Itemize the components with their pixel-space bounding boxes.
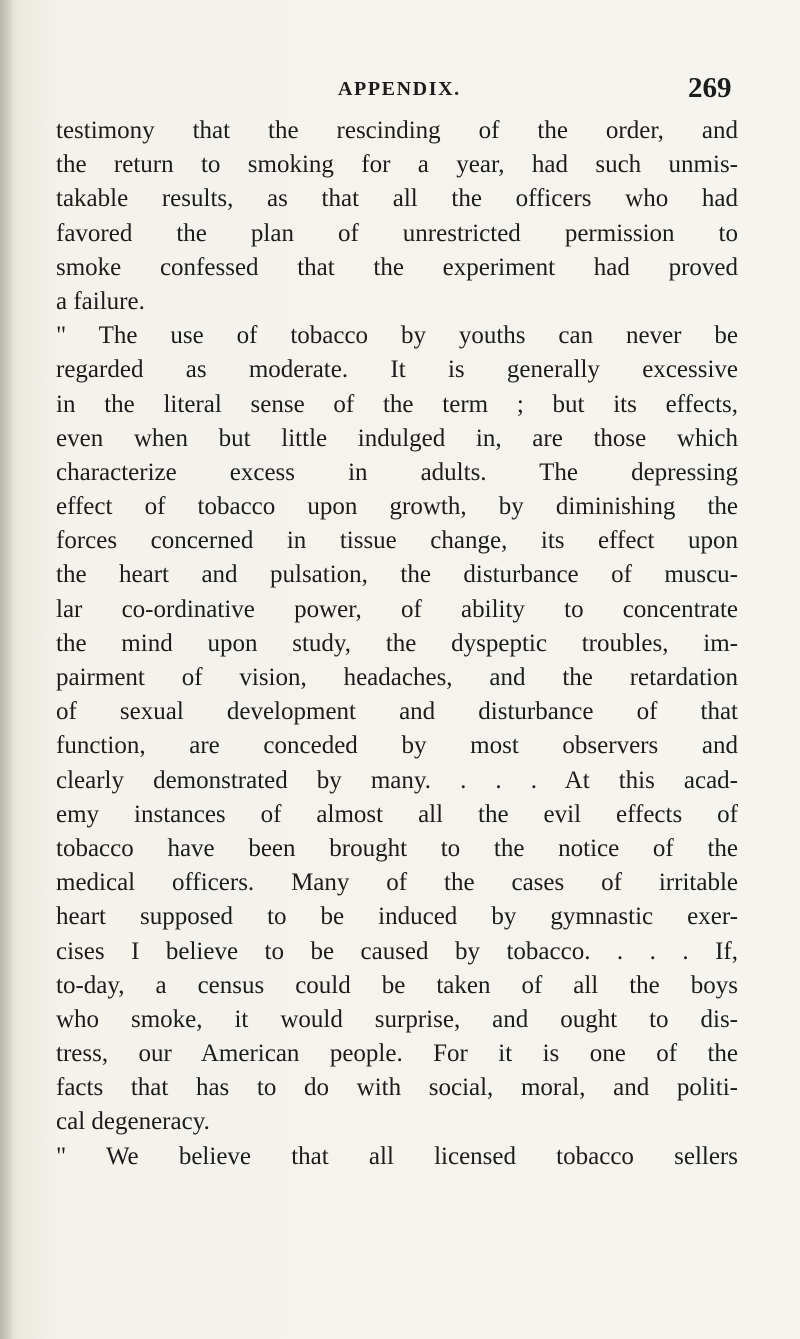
text-line: cal degeneracy. [56,1108,210,1136]
text-line: facts that has to do with social, moral, and politi- [56,1074,738,1102]
text-line: forces concerned in tissue change, its effect upon [56,527,738,555]
text-line: heart supposed to be induced by gymnastic exer- [56,903,738,931]
text-line: tress, our American people. For it is one of the [56,1040,738,1068]
text-line: " We believe that all licensed tobacco sellers [56,1142,738,1170]
text-line: in the literal sense of the term ; but its effects, [56,390,738,418]
text-line: the mind upon study, the dyspeptic troubles, im- [56,629,738,657]
running-head [0,72,800,112]
text-line: medical officers. Many of the cases of irritable [56,869,738,897]
text-line: tobacco have been brought to the notice of the [56,834,738,862]
body-text [56,114,738,1174]
text-line: clearly demonstrated by many. . . . At this acad- [56,766,738,794]
text-line: of sexual development and disturbance of that [56,698,738,726]
text-line: takable results, as that all the officers who had [56,185,738,213]
text-line: smoke confessed that the experiment had proved [56,253,738,281]
text-line: cises I believe to be caused by tobacco. . . . If, [56,937,738,965]
text-line: effect of tobacco upon growth, by diminishing the [56,493,738,521]
text-line: characterize excess in adults. The depressing [56,458,738,486]
text-line: lar co-ordinative power, of ability to concentrate [56,595,738,623]
text-line: " The use of tobacco by youths can never be [56,322,738,350]
text-line: who smoke, it would surprise, and ought to dis- [56,1005,738,1033]
text-line: a failure. [56,287,145,315]
running-head-title: APPENDIX. [338,78,461,100]
text-line: pairment of vision, headaches, and the retardation [56,664,738,691]
text-line: function, are conceded by most observers and [56,732,738,760]
gutter-shadow [0,0,14,1339]
text-line: regarded as moderate. It is generally excessive [56,356,738,384]
text-line: emy instances of almost all the evil effects of [56,800,738,828]
text-line: the heart and pulsation, the disturbance of muscu- [56,561,738,589]
text-line: testimony that the rescinding of the order, and [56,117,738,144]
text-line: favored the plan of unrestricted permission to [56,219,738,247]
page-number: 269 [688,72,732,104]
text-line: to-day, a census could be taken of all the boys [56,971,738,999]
text-line: the return to smoking for a year, had such unmis- [56,151,738,179]
text-line: even when but little indulged in, are those which [56,424,738,452]
